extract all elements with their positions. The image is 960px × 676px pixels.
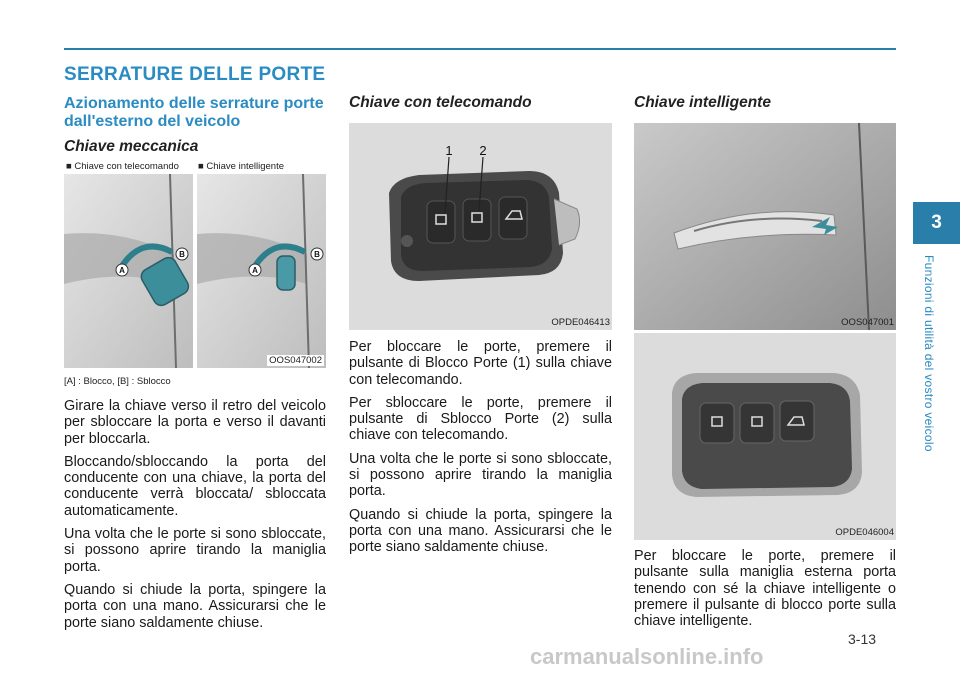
col2-paragraph: Per bloccare le porte, premere il pulsante di Blocco Porte (1) sulla chiave con telecomando. bbox=[349, 339, 612, 388]
col1-paragraph: Bloccando/sbloccando la porta del conducente con una chiave, la porta del conducente verrà bloccata/ sbloccata automaticamente. bbox=[64, 453, 326, 519]
figure-label-smart: ■ Chiave intelligente bbox=[198, 161, 285, 172]
door-lock-illustration bbox=[64, 174, 326, 368]
col1-paragraph: Girare la chiave verso il retro del veicolo per sbloccare la porta e verso il davanti per bloccarla. bbox=[64, 398, 326, 447]
page-number: 3-13 bbox=[848, 631, 877, 647]
figure-mechanical-key bbox=[64, 161, 326, 368]
remote-key-illustration bbox=[349, 123, 612, 330]
marker-b-left: B bbox=[179, 250, 185, 259]
chapter-title: Funzioni di utilità del vostro veicolo bbox=[922, 255, 936, 452]
heading-chiave-telecomando: Chiave con telecomando bbox=[349, 94, 532, 111]
col1-paragraph: Quando si chiude la porta, spingere la porta con una mano. Assicurarsi che le porte siano saldamente chiuse. bbox=[64, 581, 326, 631]
col1-paragraph: Una volta che le porte si sono sbloccate, si possono aprire tirando la maniglia porta. bbox=[64, 526, 326, 575]
col1-body bbox=[64, 398, 326, 638]
heading-chiave-meccanica: Chiave meccanica bbox=[64, 138, 199, 155]
watermark: carmanualsonline.info bbox=[530, 644, 764, 669]
callout-2: 2 bbox=[479, 143, 487, 158]
col2-paragraph: Quando si chiude la porta, spingere la porta con una mano. Assicurarsi che le porte siano saldamente chiuse. bbox=[349, 506, 612, 556]
figure-smart-key bbox=[634, 333, 896, 540]
subheading: Azionamento delle serrature porte dall'esterno del veicolo bbox=[64, 95, 324, 130]
col2-paragraph: Una volta che le porte si sono sbloccate, si possono aprire tirando la maniglia porta. bbox=[349, 450, 612, 500]
marker-a-right: A bbox=[252, 266, 258, 275]
heading-chiave-intelligente: Chiave intelligente bbox=[634, 94, 771, 111]
figure-label-remote: ■ Chiave con telecomando bbox=[66, 161, 179, 172]
col2-body bbox=[349, 339, 612, 563]
marker-b-right: B bbox=[314, 250, 320, 259]
col3-paragraph: Per bloccare le porte, premere il pulsante sulla maniglia esterna porta tenendo con sé la chiave intelligente o premere il pulsante di blocco porte sulla chiave intelligente. bbox=[634, 548, 896, 630]
figure-caption: [A] : Blocco, [B] : Sblocco bbox=[64, 376, 171, 387]
col3-body bbox=[634, 548, 896, 636]
figure-door-handle bbox=[634, 123, 896, 330]
smart-key-illustration bbox=[634, 333, 896, 540]
callout-1: 1 bbox=[445, 143, 453, 158]
figure-code: OOS047002 bbox=[269, 355, 322, 366]
col2-paragraph: Per sbloccare le porte, premere il pulsante di Sblocco Porte (2) sulla chiave con telecomando. bbox=[349, 394, 612, 444]
figure-code: OOS047001 bbox=[841, 317, 894, 328]
marker-a-left: A bbox=[119, 266, 125, 275]
figure-code: OPDE046004 bbox=[835, 527, 894, 538]
figure-remote-key bbox=[349, 123, 612, 330]
figure-code: OPDE046413 bbox=[551, 317, 610, 328]
door-handle-illustration bbox=[634, 123, 896, 330]
chapter-tab: 3 bbox=[913, 202, 960, 244]
top-rule bbox=[64, 48, 896, 50]
section-title: SERRATURE DELLE PORTE bbox=[64, 64, 326, 85]
